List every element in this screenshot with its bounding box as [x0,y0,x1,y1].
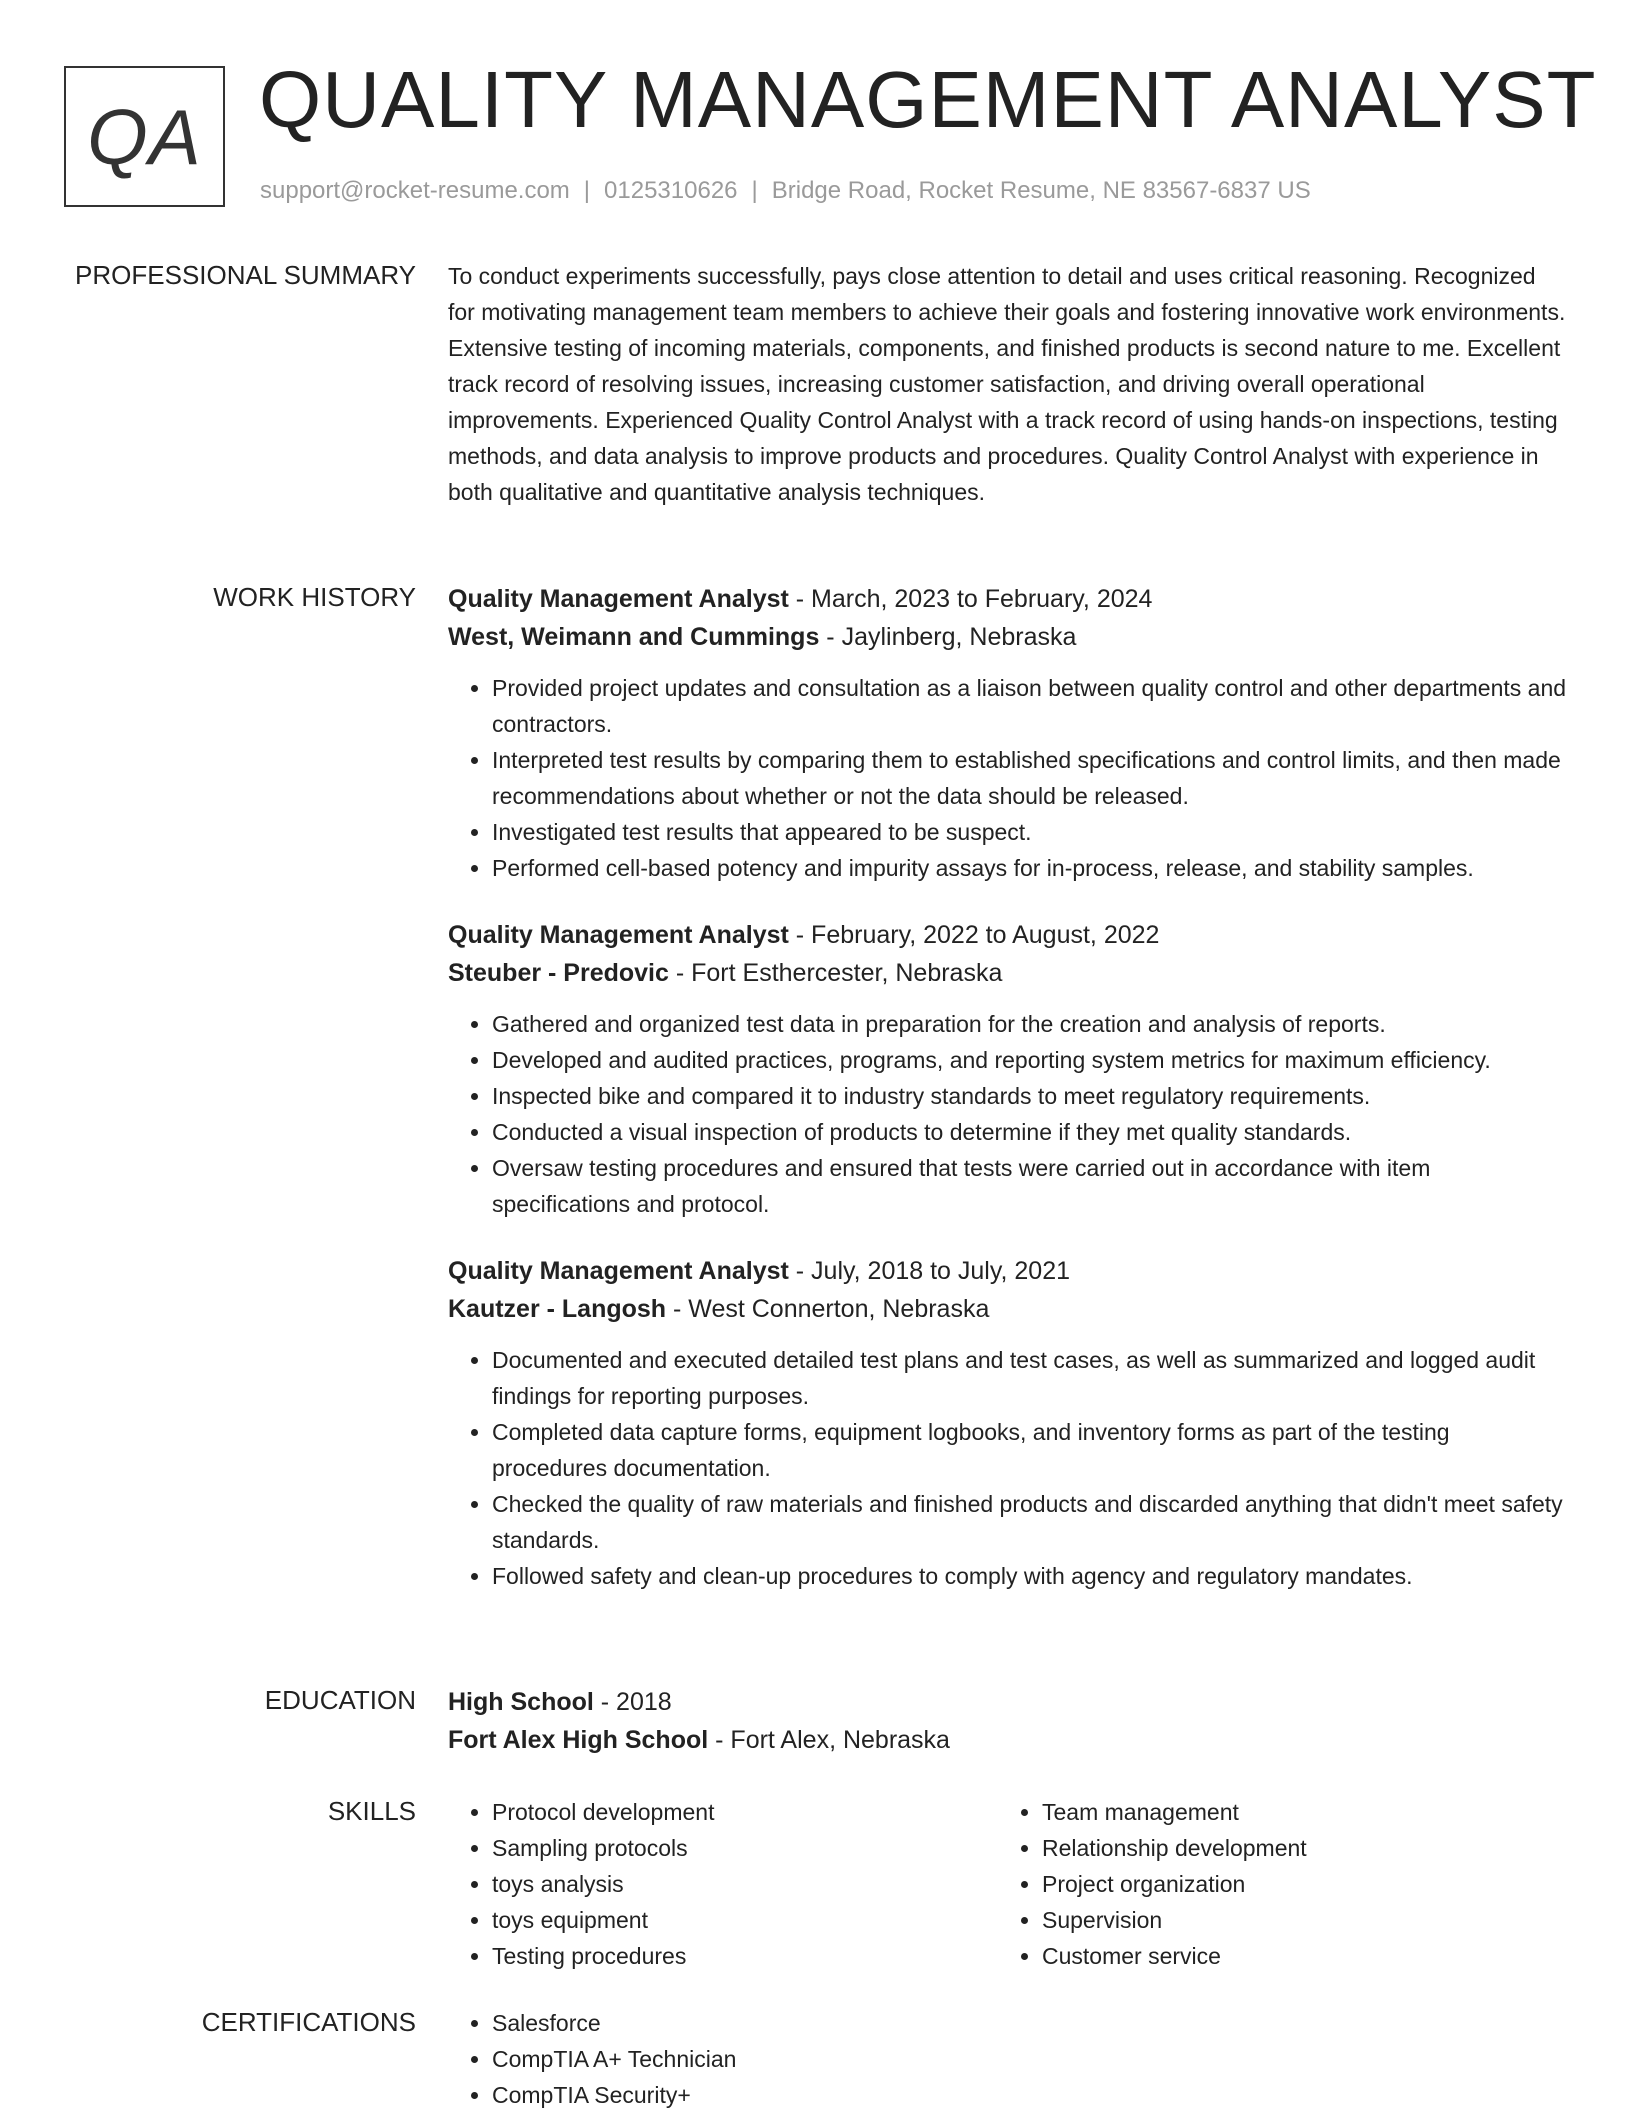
skill-item: • Customer service [1042,1938,1548,1974]
education-body [448,1683,1568,1759]
job-company-line [448,618,1568,656]
section-label-skills: SKILLS [327,1796,416,1826]
education-school: Fort Alex High School [448,1726,709,1754]
summary-body [448,258,1568,510]
job-dates: - July, 2018 to July, 2021 [788,1257,1071,1285]
section-label-summary: PROFESSIONAL SUMMARY [75,260,416,290]
skill-item: • Protocol development [492,1794,998,1830]
job-bullet: • Investigated test results that appeared to be suspect. [492,814,1568,850]
education-school-line [448,1721,1568,1759]
job-location: - Jaylinberg, Nebraska [819,623,1077,651]
job-title-line [448,916,1568,954]
contact-email[interactable]: support@rocket-resume.com [260,177,570,204]
job-bullet: • Developed and audited practices, programs, and reporting system metrics for maximum efficiency. [492,1042,1568,1078]
monogram-initials: QA [87,92,202,181]
skill-item: • Project organization [1042,1866,1548,1902]
contact-phone[interactable]: 0125310626 [604,177,738,204]
contact-address: Bridge Road, Rocket Resume, NE 83567-6837 US [771,177,1311,204]
job-company: West, Weimann and Cummings [448,623,820,651]
work-history-body [448,580,1568,1624]
contact-separator: | [583,177,591,204]
job-company-line [448,1290,1568,1328]
skill-item: • Relationship development [1042,1830,1548,1866]
job-dates: - February, 2022 to August, 2022 [788,921,1160,949]
skills-column-right [998,1794,1548,1974]
skills-list [448,1794,998,1974]
job-title: Quality Management Analyst [448,921,789,949]
skills-body [448,1794,1568,1974]
education-location: - Fort Alex, Nebraska [708,1726,950,1754]
skill-item: • Testing procedures [492,1938,998,1974]
job-company-line [448,954,1568,992]
certifications-column [448,2005,998,2113]
contact-separator: | [751,177,758,204]
certifications-list [448,2005,998,2113]
job-bullet: • Gathered and organized test data in preparation for the creation and analysis of reports. [492,1006,1568,1042]
job-bullet: • Oversaw testing procedures and ensured that tests were carried out in accordance with item specifications and protocol. [492,1150,1568,1222]
monogram-box [64,66,225,207]
job-bullet: • Interpreted test results by comparing them to established specifications and control limits, and then made recommendations about whether or not the data should be released. [492,742,1568,814]
certifications-body [448,2005,1568,2113]
skills-list [998,1794,1548,1974]
education-degree: High School [448,1688,594,1716]
job-bullet: • Checked the quality of raw materials and finished products and discarded anything that didn't meet safety standards. [492,1486,1568,1558]
job-bullets [448,1342,1568,1594]
job-location: - Fort Esthercester, Nebraska [668,959,1003,987]
job-bullet: • Conducted a visual inspection of products to determine if they met quality standards. [492,1114,1568,1150]
section-label-work-history: WORK HISTORY [213,582,416,612]
skill-item: • Sampling protocols [492,1830,998,1866]
job-bullet: • Documented and executed detailed test plans and test cases, as well as summarized and logged audit findings for reporting purposes. [492,1342,1568,1414]
job-bullets [448,1006,1568,1222]
skill-item: • toys analysis [492,1866,998,1902]
job-bullet: • Performed cell-based potency and impurity assays for in-process, release, and stability samples. [492,850,1568,886]
education-year: - 2018 [593,1688,672,1716]
job-entry [448,1252,1568,1594]
job-title: Quality Management Analyst [448,585,789,613]
job-bullets [448,670,1568,886]
job-title-line [448,580,1568,618]
summary-text: To conduct experiments successfully, pays close attention to detail and uses critical reasoning. Recognized for motivating management team members to achieve their goals and fostering innovative work environments. Extensive testing of incoming materials, components, and finished products is second nature to me. Excellent track record of resolving issues, increasing customer satisfaction, and driving overall operational improvements. Experienced Quality Control Analyst with a track record of using hands-on inspections, testing methods, and data analysis to improve products and procedures. Quality Control Analyst with experience in both qualitative and quantitative analysis techniques. [448,263,1566,505]
job-entry [448,580,1568,886]
certification-item: • CompTIA Security+ [492,2077,998,2113]
education-degree-line [448,1683,1568,1721]
job-dates: - March, 2023 to February, 2024 [788,585,1153,613]
contact-line [260,176,1311,206]
job-company: Kautzer - Langosh [448,1295,667,1323]
job-bullet: • Provided project updates and consultation as a liaison between quality control and other departments and contractors. [492,670,1568,742]
skill-item: • toys equipment [492,1902,998,1938]
skill-item: • Supervision [1042,1902,1548,1938]
section-label-certifications: CERTIFICATIONS [201,2007,416,2037]
job-title-line [448,1252,1568,1290]
certification-item: • CompTIA A+ Technician [492,2041,998,2077]
job-bullet: • Completed data capture forms, equipment logbooks, and inventory forms as part of the testing procedures documentation. [492,1414,1568,1486]
job-entry [448,916,1568,1222]
skills-column-left [448,1794,998,1974]
job-bullet: • Followed safety and clean-up procedures to comply with agency and regulatory mandates. [492,1558,1568,1594]
job-bullet: • Inspected bike and compared it to industry standards to meet regulatory requirements. [492,1078,1568,1114]
job-title: Quality Management Analyst [448,1257,789,1285]
certification-item: • Salesforce [492,2005,998,2041]
skill-item: • Team management [1042,1794,1548,1830]
resume-title: QUALITY MANAGEMENT ANALYST [259,55,1597,144]
section-label-education: EDUCATION [264,1685,416,1715]
job-location: - West Connerton, Nebraska [666,1295,990,1323]
job-company: Steuber - Predovic [448,959,669,987]
